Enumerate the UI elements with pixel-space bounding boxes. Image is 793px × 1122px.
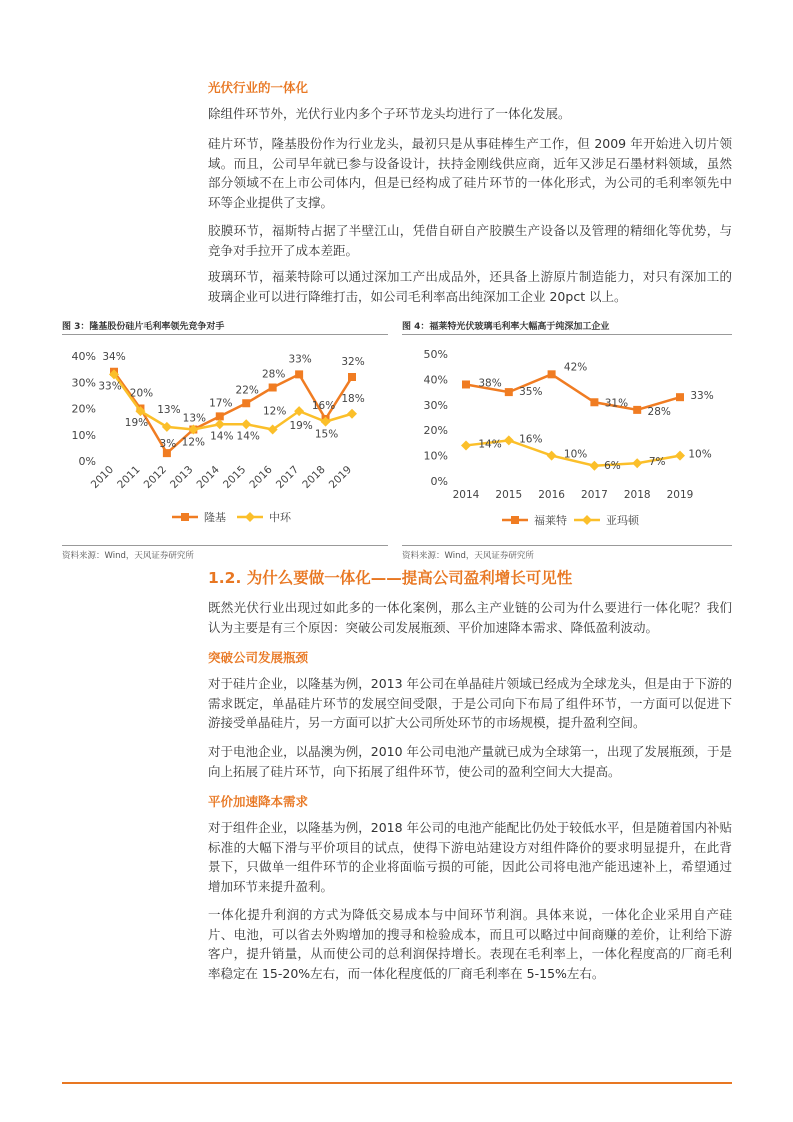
data-point [163,449,171,457]
breakthrough-paragraph-2: 对于电池企业，以晶澳为例，2010 年公司电池产量就已成为全球第一，出现了发展瓶颈，于是向上拓展了硅片环节，向下拓展了组件环节，使公司的盈利空间大大提高。 [208,744,732,779]
data-label: 7% [648,456,666,469]
figure4-chart [402,338,732,538]
x-tick-label: 2019 [326,463,355,492]
legend-label: 亚玛顿 [606,514,639,527]
x-tick-label: 2016 [247,463,275,492]
x-tick-label: 2017 [581,489,608,501]
x-tick-label: 2015 [220,463,249,492]
data-label: 28% [261,368,286,381]
y-tick-label: 10% [71,428,96,442]
data-label: 42% [563,361,588,374]
cost-heading: 平价加速降本需求 [208,794,309,809]
figure3-source: 资料来源：Wind，天风证券研究所 [62,551,194,561]
data-label: 32% [341,356,365,368]
y-tick-label: 30% [71,376,96,390]
data-label: 38% [478,377,502,390]
x-tick-label: 2012 [141,463,170,492]
data-label: 18% [341,392,365,405]
legend-label: 福莱特 [534,514,567,527]
legend-label: 隆基 [204,511,226,524]
x-tick-label: 2018 [300,463,328,492]
data-point [461,440,471,450]
data-label: 34% [102,350,126,363]
data-label: 31% [604,397,629,410]
data-point [269,384,277,392]
y-tick-label: 50% [423,348,448,361]
data-point [632,458,642,468]
glass-paragraph: 玻璃环节，福莱特除可以通过深加工产出成品外，还具备上游原片制造能力，对只有深加工的玻璃企业可以进行降维打击，如公司毛利率高出纯深加工企业 20pct 以上。 [208,269,732,304]
section-intro-paragraph: 既然光伏行业出现过如此多的一体化案例，那么主产业链的公司为什么要进行一体化呢？我们认为主要是有三个原因：突破公司发展瓶颈、平价加速降本需求、降低盈利波动。 [208,600,732,635]
y-tick-label: 20% [423,424,448,438]
data-label: 35% [519,386,543,399]
y-tick-label: 30% [423,398,448,412]
data-label: 13% [157,403,181,416]
integration-heading: 光伏行业的一体化 [208,80,309,95]
data-point [242,399,250,407]
data-label: 33% [98,380,122,393]
x-tick-label: 2019 [666,489,694,501]
y-tick-label: 20% [71,402,96,416]
figure4-bottom-rule [402,545,732,546]
data-point [241,419,251,429]
x-tick-label: 2018 [623,489,651,501]
footer-rule [62,1082,732,1084]
y-tick-label: 40% [71,350,96,363]
data-point [675,451,685,461]
data-point [590,398,598,406]
x-tick-label: 2016 [538,489,565,501]
data-point [348,373,356,381]
data-label: 16% [519,433,543,446]
data-point [676,393,684,401]
x-tick-label: 2010 [88,463,117,492]
figure3-bottom-rule [62,545,388,546]
data-point [633,406,641,414]
wafer-paragraph: 硅片环节，隆基股份作为行业龙头，最初只是从事硅棒生产工作，但 2009 年开始进入切片领域。而且，公司早年就已参与设备设计，扶持金刚线供应商，近年又涉足石墨材料领域，虽然部分领域不在上市公司体内，但是已经构成了硅片环节的一体化形式，为公司的毛利率领先中环等企业提供了支撑。 [208,136,732,210]
data-label: 14% [210,430,234,443]
data-label: 28% [647,405,671,418]
data-label: 10% [563,448,588,461]
data-label: 10% [688,448,712,461]
figure4-top-rule [402,334,732,335]
breakthrough-heading: 突破公司发展瓶颈 [208,650,309,665]
data-label: 33% [288,353,312,366]
data-point [347,409,357,419]
figure3-chart [62,338,388,538]
section-title: 1.2. 为什么要做一体化——提高公司盈利增长可见性 [208,569,573,587]
data-label: 19% [289,420,313,433]
data-label: 13% [182,412,207,425]
data-point [215,419,225,429]
data-label: 16% [311,400,336,412]
x-tick-label: 2011 [115,463,143,492]
data-point [462,380,470,388]
data-label: 14% [236,430,260,443]
legend-marker [245,512,255,522]
film-paragraph: 胶膜环节，福斯特占据了半壁江山，凭借自研自产胶膜生产设备以及管理的精细化等优势，与竞争对手拉开了成本差距。 [208,223,732,258]
data-label: 6% [604,459,621,472]
data-label: 12% [262,405,287,418]
y-tick-label: 0% [78,455,96,468]
data-point [216,412,224,420]
data-point [295,370,303,378]
figure4-source: 资料来源：Wind，天风证券研究所 [402,551,534,561]
x-tick-label: 2015 [495,489,523,501]
y-tick-label: 0% [430,475,448,488]
x-tick-label: 2013 [168,463,196,492]
cost-paragraph-1: 对于组件企业，以隆基为例，2018 年公司的电池产能配比仍处于较低水平，但是随着国内补贴标准的大幅下滑与平价项目的试点，使得下游电站建设方对组件降价的要求明显提升，在此背景下，只做单一组件环节的企业将面临亏损的可能，因此公司将电池产能迅速补上，希望通过增加环节来提升盈利。 [208,820,732,894]
data-point [504,435,514,445]
x-tick-label: 2014 [194,463,222,492]
intro-paragraph: 除组件环节外，光伏行业内多个子环节龙头均进行了一体化发展。 [208,106,571,121]
x-tick-label: 2014 [452,489,480,501]
data-label: 19% [124,417,149,430]
data-point [548,370,556,378]
data-point [547,451,557,461]
data-label: 15% [314,428,339,441]
data-label: 14% [478,438,502,451]
legend-marker [582,515,592,525]
figure4-title: 图 4：福莱特光伏玻璃毛利率大幅高于纯深加工企业 [402,322,610,332]
breakthrough-paragraph-1: 对于硅片企业，以隆基为例，2013 年公司在单晶硅片领域已经成为全球龙头，但是由于下游的需求既定，单晶硅片环节的发展空间受限，于是公司向下布局了组件环节，一方面可以促进下游接受单晶硅片，另一方面可以扩大公司所处环节的市场规模，提升盈利空间。 [208,676,732,730]
x-tick-label: 2017 [273,463,302,492]
data-label: 12% [181,436,206,449]
figure3-top-rule [62,334,388,335]
data-label: 33% [690,390,714,403]
cost-paragraph-2: 一体化提升利润的方式为降低交易成本与中间环节利润。具体来说，一体化企业采用自产硅片、电池，可以省去外购增加的搜寻和检验成本，而且可以略过中间商赚的差价，让利给下游客户，提升销量，从而使公司的总利润保持增长。表现在毛利率上，一体化程度高的厂商毛利率稳定在 15-20%左右，而一体化程度低的厂商毛利率在 5-15%左右。 [208,907,732,981]
y-tick-label: 40% [423,373,448,387]
data-point [589,461,599,471]
legend-marker [511,516,519,524]
legend-marker [181,513,189,521]
legend-label: 中环 [269,511,291,524]
data-label: 3% [159,438,177,451]
figure3-title: 图 3：隆基股份硅片毛利率领先竞争对手 [62,322,225,332]
data-label: 22% [235,384,259,397]
data-label: 20% [129,387,154,400]
data-label: 17% [209,397,233,410]
data-point [505,388,513,396]
y-tick-label: 10% [423,449,448,463]
